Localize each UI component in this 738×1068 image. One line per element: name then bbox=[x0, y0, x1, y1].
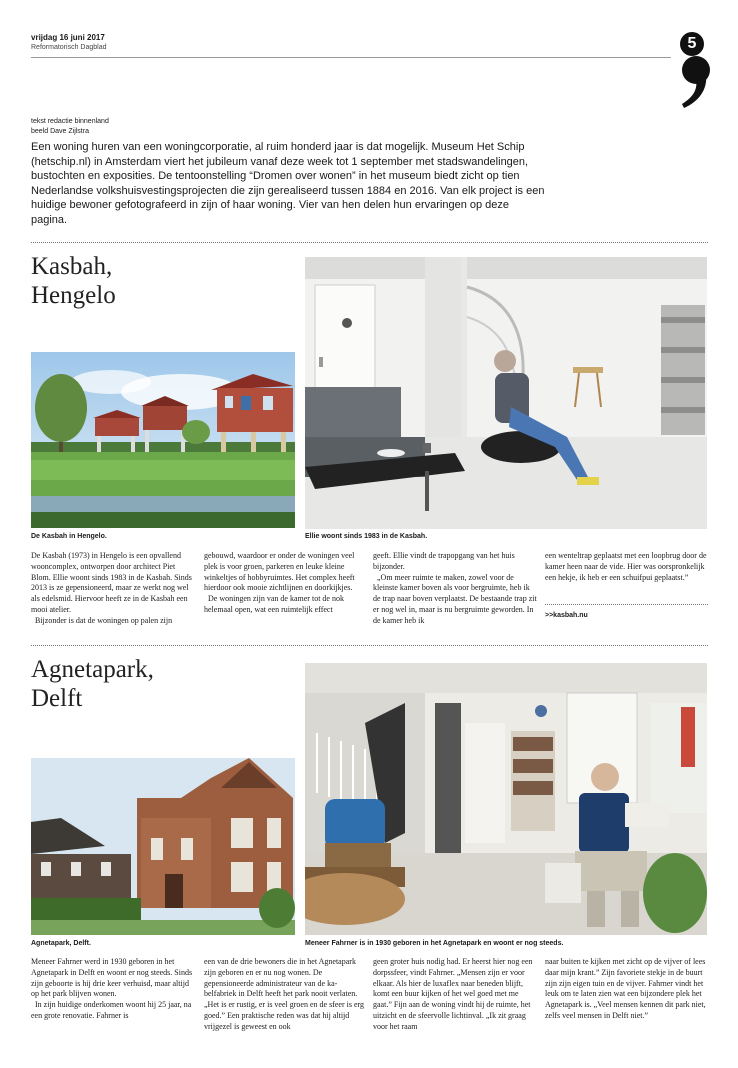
article-column bbox=[373, 957, 537, 1033]
text-credit: tekst redactie binnenland bbox=[31, 118, 109, 125]
agnetapark-exterior-photo bbox=[31, 758, 295, 935]
photo-caption: De Kasbah in Hengelo. bbox=[31, 533, 107, 540]
kasbah-exterior-photo bbox=[31, 352, 295, 528]
paragraph: naar buiten te kijken met zicht op de vijver of lees daar mijn krant.” Zijn favoriete stekje in de buurt zijn zijn eigen tuin en de vijver. Fahrner vindt het leuk om te laten zien wat een bijzondere plek het Agnetapark is. „Veel mensen kennen dit park niet, zelfs veel mensen in Delft niet.” bbox=[545, 957, 706, 1020]
photo-caption: Meneer Fahrner is in 1930 geboren in het Agnetapark en woont er nog steeds. bbox=[305, 940, 564, 947]
website-link[interactable]: >>kasbah.nu bbox=[545, 612, 588, 619]
paragraph: geeft. Ellie vindt de trapopgang van het huis bijzonder. bbox=[373, 551, 515, 571]
kasbah-interior-photo bbox=[305, 257, 707, 529]
paragraph: Meneer Fahrner werd in 1930 geboren in het Agnetapark in Delft en woont er nog steeds. Sinds zijn geboorte is hij drie keer verhuisd, maar altijd op het park blijven wonen. bbox=[31, 957, 193, 999]
article-column bbox=[373, 551, 537, 627]
paragraph: Bijzonder is dat de woningen op palen zijn bbox=[31, 615, 173, 625]
agnetapark-interior-photo bbox=[305, 663, 707, 935]
section-title-line: Delft bbox=[31, 685, 83, 712]
paragraph: De woningen zijn van de kamer tot de nok helemaal open, wat een ruimtelijk effect bbox=[204, 594, 346, 614]
photo-credit: beeld Dave Zijlstra bbox=[31, 128, 89, 135]
section-title-agnetapark bbox=[31, 655, 154, 713]
section-title-line: Agnetapark, bbox=[31, 656, 154, 683]
photo-caption: Ellie woont sinds 1983 in de Kasbah. bbox=[305, 533, 428, 540]
credits bbox=[31, 117, 109, 137]
intro-paragraph: Een woning huren van een woningcorporatie, al ruim honderd jaar is dat mogelijk. Museum Het Schip (hetschip.nl) in Amsterdam viert het jubileum vanaf deze week tot 1 september met stadswandelingen, bustochten en exposities. De tentoonstelling “Dromen over wonen” in het museum biedt zicht op tien Nederlandse volkshuisvestingsprojecten die zijn gerealiseerd tussen 1884 en 2016. Van elk project is een huidige bewoner gefotografeerd in zijn of haar woning. Vier van hen delen hun ervaringen op deze pagina. bbox=[31, 141, 545, 226]
article-column bbox=[31, 957, 195, 1022]
paragraph: een van de drie bewoners die in het Agnetapark zijn geboren en er nu nog wonen. De gepensioneerde administrateur van de kabelfabriek in Delft heeft het park nooit verlaten. „Het is er rustig, er is veel groen en de sfeer is erg goed.” Een praktische reden was dat hij altijd vrijgezel is geweest en ook bbox=[204, 957, 365, 1031]
newspaper-name: Reformatorisch Dagblad bbox=[31, 44, 107, 51]
photo-caption: Agnetapark, Delft. bbox=[31, 940, 91, 947]
page-number-badge: 5 bbox=[680, 32, 704, 56]
comma-logo-icon bbox=[676, 54, 716, 110]
link-divider bbox=[545, 604, 708, 605]
section-divider bbox=[31, 645, 708, 646]
paragraph: een wenteltrap geplaatst met een loopbrug door de kamer heen naar de vide. Hier was oorspronkelijk een hekje, ik heb er een schuifpui geplaatst.” bbox=[545, 551, 707, 582]
header-rule bbox=[31, 57, 671, 58]
paragraph: geen groter huis nodig had. Er heerst hier nog een dorpssfeer, vindt Fahrner. „Mensen zijn er voor elkaar. Als hier de luxaflex naar beneden blijft, komt een buur kijken of het wel goed met me gaat.” Fijn aan de woning vindt hij de ruimte, het uitzicht en de sfeervolle lichtinval. „Ik zit graag voor het raam bbox=[373, 957, 533, 1031]
section-title-line: Hengelo bbox=[31, 282, 116, 309]
paragraph: „Om meer ruimte te maken, zowel voor de kleinste kamer boven als voor bergruimte, heb ik de trap naar boven verplaatst. De bestaande trap zit er nog wel in, maar is nu bergruimte geworden. In de kamer heb ik bbox=[373, 572, 539, 625]
paragraph: De Kasbah (1973) in Hengelo is een opvallend wooncomplex, ontworpen door architect Piet Blom. Ellie woont sinds 1983 in de Kasbah. Sinds 2013 is ze gepensioneerd, maar ze werkt nog wel als edelsmid. Hiervoor heeft ze in de Kasbah een mooi atelier. bbox=[31, 551, 192, 614]
section-title-line: Kasbah, bbox=[31, 253, 113, 280]
article-column bbox=[545, 551, 708, 583]
article-column bbox=[31, 551, 195, 627]
issue-date: vrijdag 16 juni 2017 bbox=[31, 33, 105, 42]
paragraph: gebouwd, waardoor er onder de woningen veel plek is voor groen, parkeren en leuke kleine winkeltjes of hobbyruimtes. Het complex heeft hierdoor ook mooie zichtlijnen en doorkijkjes. bbox=[204, 551, 355, 593]
section-title-kasbah bbox=[31, 252, 116, 310]
article-column bbox=[204, 957, 366, 1033]
paragraph: In zijn huidige onderkomen woont hij 25 jaar, na een grote renovatie. Fahrner is bbox=[31, 1000, 194, 1020]
section-divider bbox=[31, 242, 708, 243]
article-column bbox=[204, 551, 366, 616]
article-column bbox=[545, 957, 708, 1022]
